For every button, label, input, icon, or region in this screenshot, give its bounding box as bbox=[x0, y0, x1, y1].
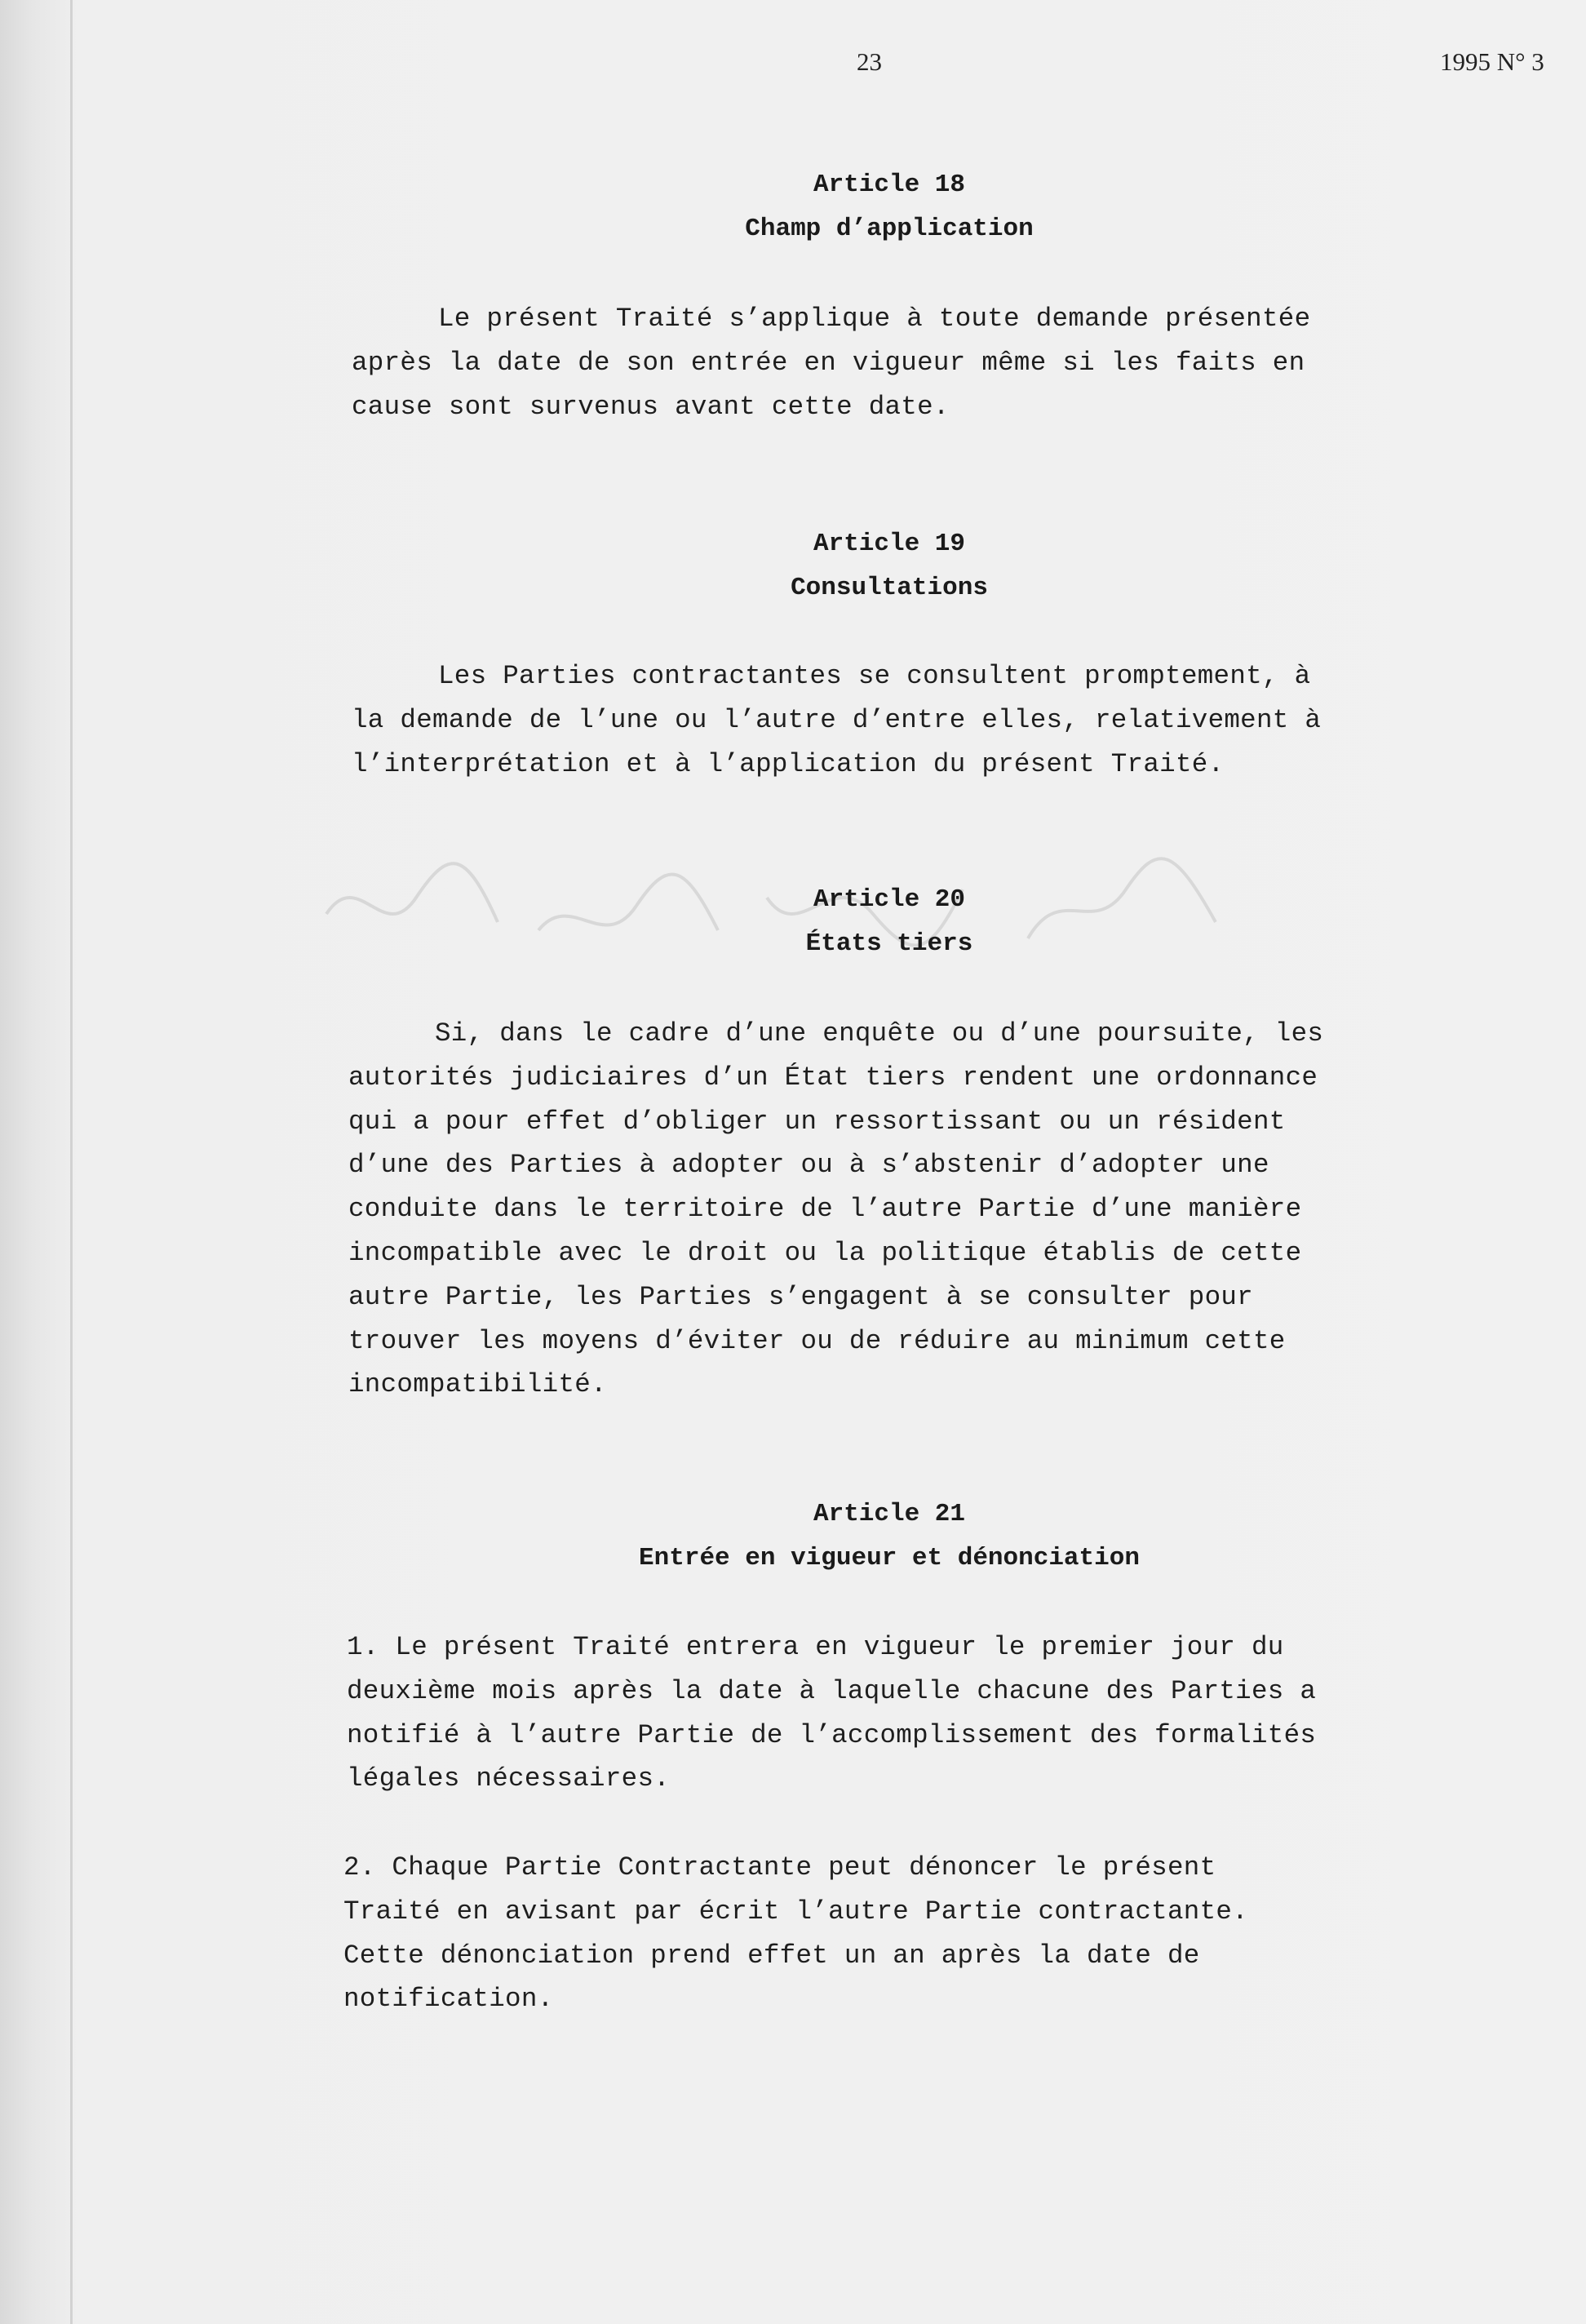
paragraph-line: légales nécessaires. bbox=[347, 1763, 671, 1794]
paragraph-line: notifié à l’autre Partie de l’accomplissement des formalités bbox=[347, 1719, 1317, 1750]
paragraph-line: autre Partie, les Parties s’engagent à se consulter pour bbox=[348, 1281, 1253, 1312]
paragraph-line: après la date de son entrée en vigueur même si les faits en bbox=[352, 347, 1305, 378]
article-number: Article 19 bbox=[813, 530, 966, 558]
article-21-paragraph-2 bbox=[343, 1846, 1248, 2021]
article-20-heading bbox=[0, 878, 1586, 966]
paragraph-line: 2. Chaque Partie Contractante peut dénoncer le présent bbox=[343, 1852, 1216, 1883]
paragraph-line: qui a pour effet d’obliger un ressortissant ou un résident bbox=[348, 1106, 1286, 1137]
article-20-paragraph bbox=[348, 1012, 1323, 1407]
paragraph-line: Si, dans le cadre d’une enquête ou d’une poursuite, les bbox=[435, 1018, 1324, 1049]
paragraph-line: Traité en avisant par écrit l’autre Partie contractante. bbox=[343, 1896, 1248, 1927]
paragraph-line: conduite dans le territoire de l’autre Partie d’une manière bbox=[348, 1194, 1302, 1225]
paragraph-line: Les Parties contractantes se consultent promptement, à bbox=[438, 661, 1311, 691]
paragraph-line: incompatibilité. bbox=[348, 1369, 607, 1400]
article-18-paragraph bbox=[352, 297, 1310, 428]
article-title: Consultations bbox=[791, 574, 988, 602]
paragraph-line: d’une des Parties à adopter ou à s’abstenir d’adopter une bbox=[348, 1150, 1269, 1181]
paragraph-line: trouver les moyens d’éviter ou de réduire au minimum cette bbox=[348, 1325, 1286, 1356]
paragraph-line: Cette dénonciation prend effet un an après la date de bbox=[343, 1940, 1200, 1971]
paragraph-line: deuxième mois après la date à laquelle chacune des Parties a bbox=[347, 1675, 1317, 1706]
binding-edge bbox=[70, 0, 73, 2324]
article-number: Article 18 bbox=[813, 171, 966, 199]
paragraph-line: cause sont survenus avant cette date. bbox=[352, 391, 950, 422]
article-19-heading bbox=[0, 522, 1586, 610]
article-21-heading bbox=[0, 1492, 1586, 1581]
paragraph-line: notification. bbox=[343, 1984, 554, 2015]
article-18-heading bbox=[0, 163, 1586, 251]
paragraph-line: autorités judiciaires d’un État tiers rendent une ordonnance bbox=[348, 1062, 1318, 1093]
article-21-paragraph-1 bbox=[347, 1625, 1316, 1801]
paragraph-line: l’interprétation et à l’application du présent Traité. bbox=[352, 748, 1225, 779]
paragraph-line: incompatible avec le droit ou la politique établis de cette bbox=[348, 1237, 1302, 1268]
paragraph-line: 1. Le présent Traité entrera en vigueur le premier jour du bbox=[347, 1632, 1284, 1662]
article-title: Entrée en vigueur et dénonciation bbox=[639, 1544, 1140, 1572]
article-title: Champ d’application bbox=[745, 215, 1034, 243]
article-number: Article 21 bbox=[813, 1500, 966, 1528]
article-title: États tiers bbox=[805, 929, 973, 958]
paragraph-line: Le présent Traité s’applique à toute demande présentée bbox=[438, 304, 1311, 334]
article-19-paragraph bbox=[352, 654, 1321, 786]
article-number: Article 20 bbox=[813, 885, 966, 914]
paragraph-line: la demande de l’une ou l’autre d’entre elles, relativement à bbox=[352, 704, 1322, 735]
page-number: 23 bbox=[857, 47, 882, 76]
journal-reference: 1995 N° 3 bbox=[1440, 47, 1544, 76]
